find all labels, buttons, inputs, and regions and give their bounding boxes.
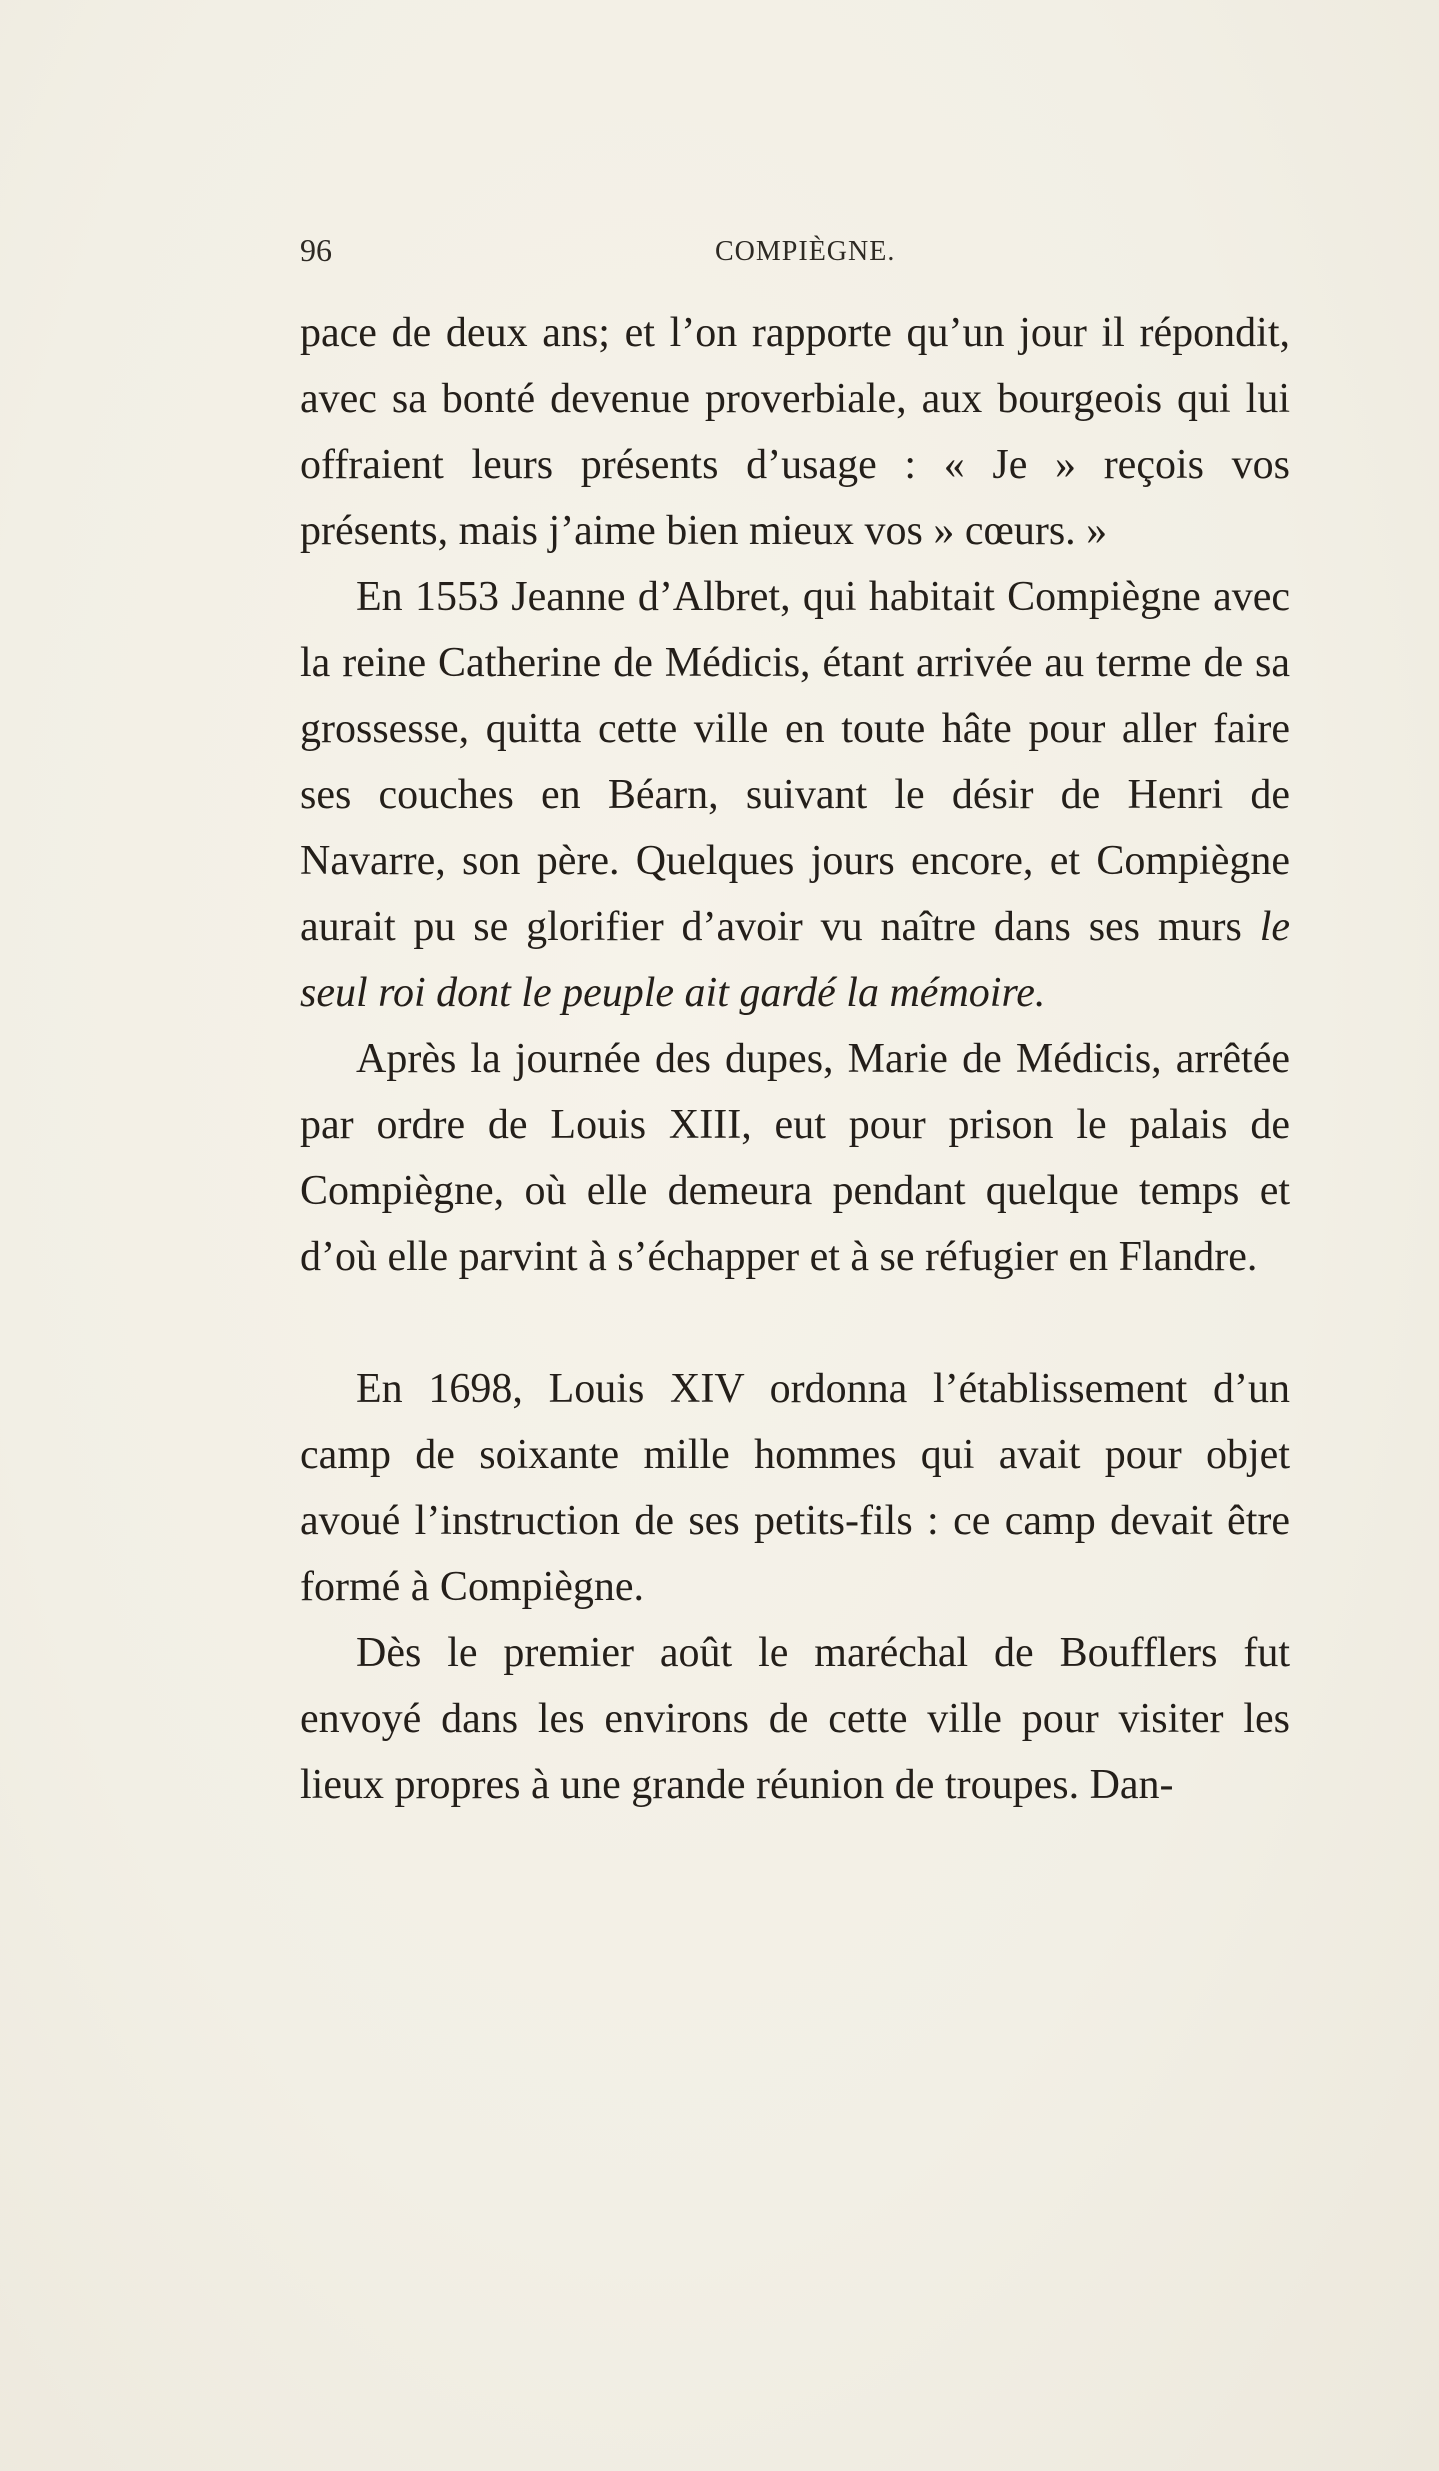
body-text xyxy=(300,300,1290,1818)
paragraph-1: pace de deux ans; et l’on rapporte qu’un jour il répondit, avec sa bonté devenue proverbiale, aux bourgeois qui lui offraient leurs présents d’usage : « Je » reçois vos présents, mais j’aime bien mieux vos » cœurs. » xyxy=(300,310,1290,554)
paragraph-5: Dès le premier août le maréchal de Boufflers fut envoyé dans les environs de cette ville pour visiter les lieux propres à une grande réunion de troupes. Dan- xyxy=(300,1630,1290,1808)
paragraph-2 xyxy=(300,564,1290,1026)
running-head xyxy=(300,232,1290,276)
paragraph-3: Après la journée des dupes, Marie de Médicis, arrêtée par ordre de Louis XIII, eut pour prison le palais de Compiègne, où elle demeura pendant quelque temps et d’où elle parvint à s’échapper et à se réfugier en Flandre. xyxy=(300,1036,1290,1280)
paragraph-4: En 1698, Louis XIV ordonna l’établissement d’un camp de soixante mille hommes qui avait pour objet avoué l’instruction de ses petits-fils : ce camp devait être formé à Compiègne. xyxy=(300,1366,1290,1610)
page-number: 96 xyxy=(300,232,332,268)
running-title: COMPIÈGNE. xyxy=(715,236,896,267)
paragraph-2-italic: le seul roi dont le peuple ait gardé la mémoire. xyxy=(300,904,1290,1016)
paragraph-2-text: En 1553 Jeanne d’Albret, qui habitait Compiègne avec la reine Catherine de Médicis, étant arrivée au terme de sa grossesse, quitta cette ville en toute hâte pour aller faire ses couches en Béarn, suivant le désir de Henri de Navarre, son père. Quelques jours encore, et Compiègne aurait pu se glorifier d’avoir vu naître dans ses murs xyxy=(300,574,1290,950)
